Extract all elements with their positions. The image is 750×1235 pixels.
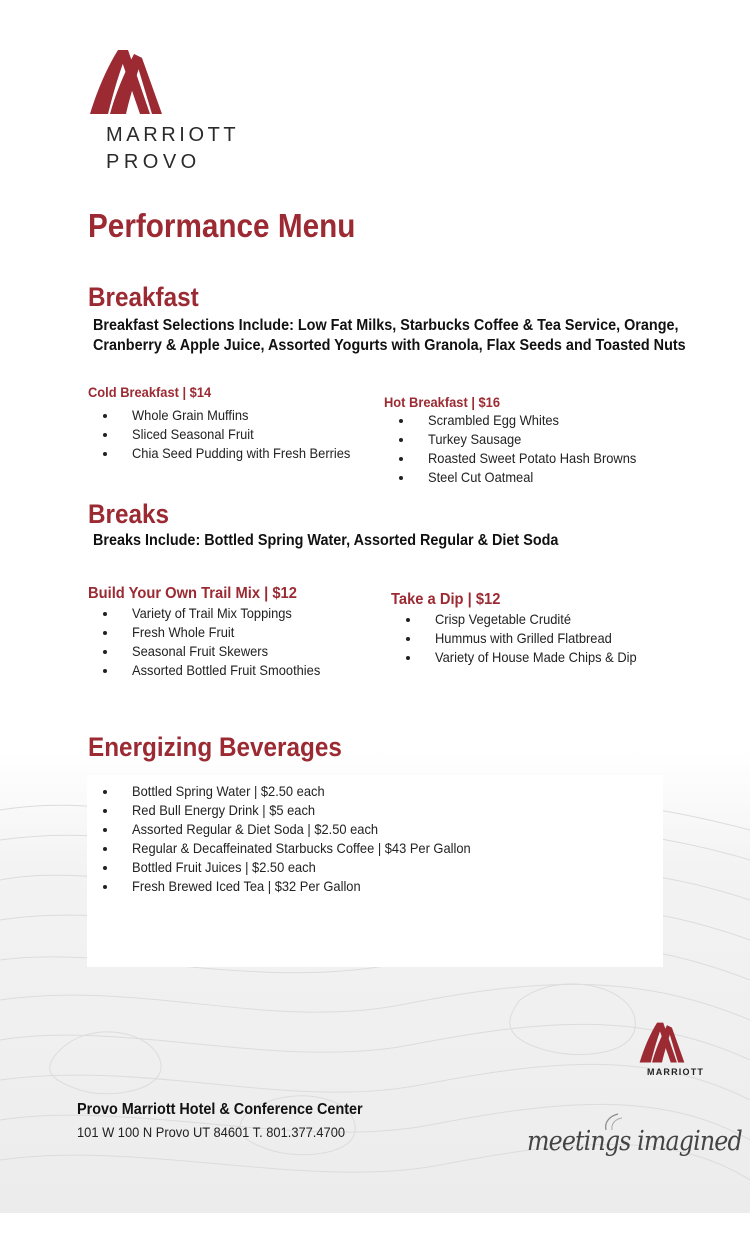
footer-strip <box>0 1213 750 1235</box>
list-item: Bottled Spring Water | $2.50 each <box>88 782 500 801</box>
cold-breakfast-list <box>88 406 369 463</box>
hot-breakfast-list <box>384 411 654 487</box>
breakfast-includes-line1: Breakfast Selections Include: Low Fat Milks, Starbucks Coffee & Tea Service, Orange, <box>93 317 679 334</box>
list-item: Whole Grain Muffins <box>88 406 369 425</box>
cold-breakfast-heading: Cold Breakfast | $14 <box>88 384 212 400</box>
beverages-list <box>88 782 500 896</box>
hot-breakfast-heading: Hot Breakfast | $16 <box>384 394 501 410</box>
list-item: Seasonal Fruit Skewers <box>88 642 337 661</box>
list-item: Bottled Fruit Juices | $2.50 each <box>88 858 500 877</box>
list-item: Roasted Sweet Potato Hash Browns <box>384 449 654 468</box>
hotel-address: 101 W 100 N Provo UT 84601 T. 801.377.4700 <box>77 1124 346 1140</box>
trail-mix-heading: Build Your Own Trail Mix | $12 <box>88 585 297 602</box>
list-item: Steel Cut Oatmeal <box>384 468 654 487</box>
list-item: Red Bull Energy Drink | $5 each <box>88 801 500 820</box>
list-item: Scrambled Egg Whites <box>384 411 654 430</box>
breaks-includes: Breaks Include: Bottled Spring Water, Assorted Regular & Diet Soda <box>93 532 559 549</box>
list-item: Sliced Seasonal Fruit <box>88 425 369 444</box>
list-item: Assorted Regular & Diet Soda | $2.50 each <box>88 820 500 839</box>
list-item: Hummus with Grilled Flatbread <box>391 629 654 648</box>
marriott-small-logo-mark <box>638 1019 686 1070</box>
breakfast-includes-line2: Cranberry & Apple Juice, Assorted Yogurts with Granola, Flax Seeds and Toasted Nuts <box>93 337 686 354</box>
list-item: Assorted Bottled Fruit Smoothies <box>88 661 337 680</box>
take-a-dip-list <box>391 610 654 667</box>
list-item: Turkey Sausage <box>384 430 654 449</box>
trail-mix-list <box>88 604 337 680</box>
list-item: Chia Seed Pudding with Fresh Berries <box>88 444 369 463</box>
footer-tagline: meetings imagined <box>527 1126 742 1157</box>
breaks-heading: Breaks <box>88 499 170 529</box>
list-item: Crisp Vegetable Crudité <box>391 610 654 629</box>
list-item: Fresh Brewed Iced Tea | $32 Per Gallon <box>88 877 500 896</box>
list-item: Regular & Decaffeinated Starbucks Coffee | $43 Per Gallon <box>88 839 500 858</box>
list-item: Variety of House Made Chips & Dip <box>391 648 654 667</box>
logo-brand-name: MARRIOTT <box>106 124 240 146</box>
list-item: Fresh Whole Fruit <box>88 623 337 642</box>
marriott-logo-mark <box>88 44 164 123</box>
breakfast-heading: Breakfast <box>88 282 199 312</box>
hotel-name: Provo Marriott Hotel & Conference Center <box>77 1101 363 1118</box>
take-a-dip-heading: Take a Dip | $12 <box>391 591 501 608</box>
list-item: Variety of Trail Mix Toppings <box>88 604 337 623</box>
footer-brand-name: MARRIOTT <box>647 1067 705 1077</box>
logo-city-name: PROVO <box>106 151 201 173</box>
beverages-heading: Energizing Beverages <box>88 732 342 762</box>
page-title: Performance Menu <box>88 207 356 244</box>
